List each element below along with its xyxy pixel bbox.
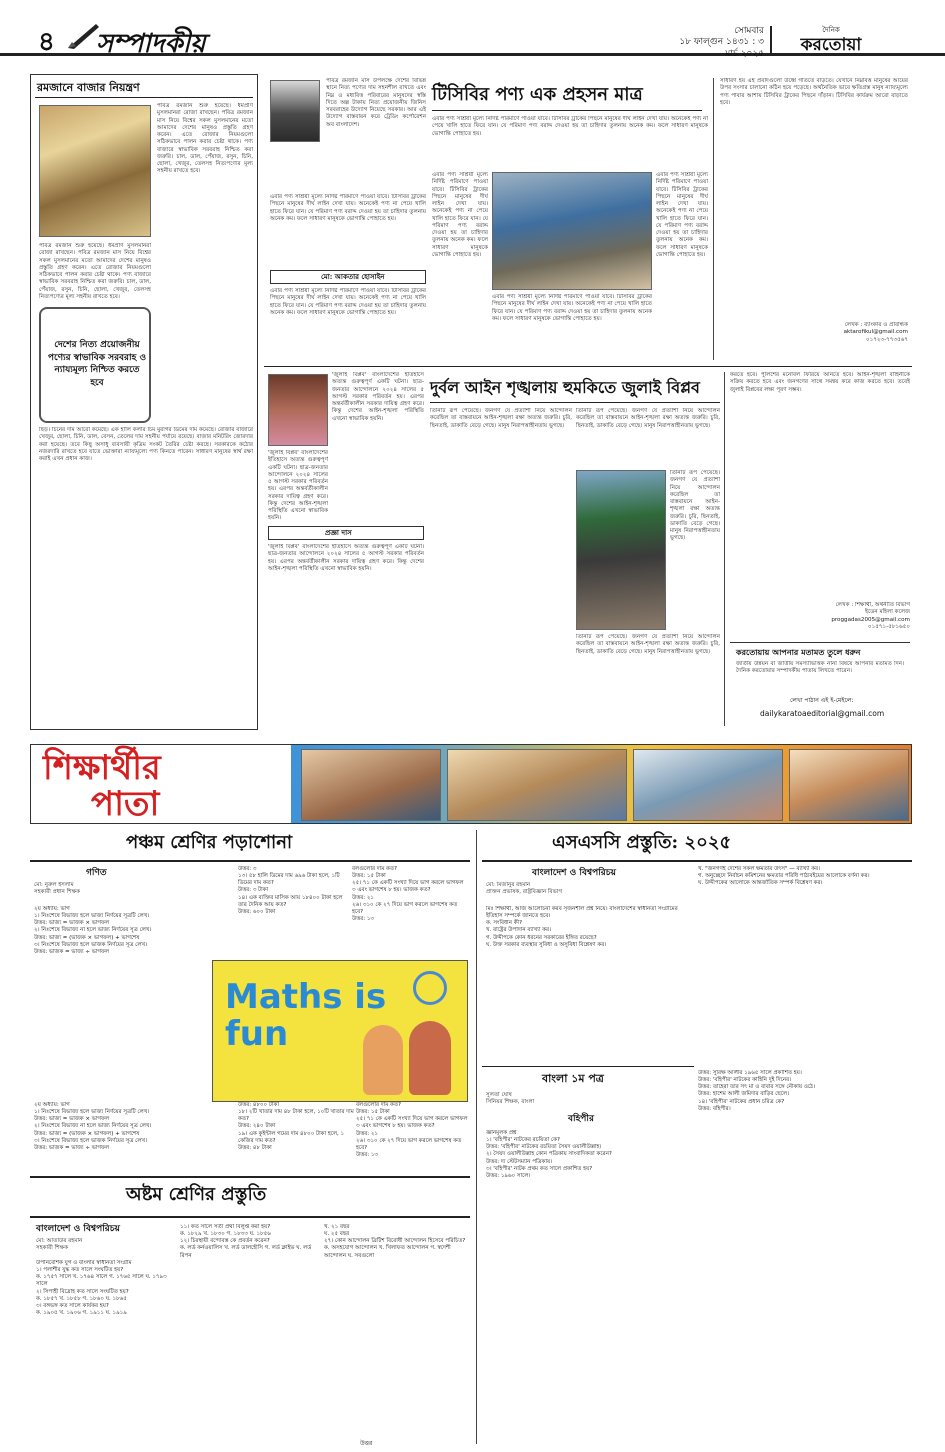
- author-photo-prognga: [268, 374, 328, 446]
- article2-col1: 'জুলাই বিপ্লব' বাংলাদেশের ইতিহাসে অত্যন্ত গুরুত্বপূর্ণ একটি ঘটনা। ছাত্র-জনতার আন্দোলনে ২০২৪ সালের ৫ আগস্ট সরকার পরিবর্তন হয়। এরপর অন্তর্বর্তীকালীন সরকার দায়িত্ব গ্রহণ করে। কিন্তু দেশের আইন-শৃঙ্খলা পরিস্থিতি এখনো স্বাভাবিক হয়নি।: [268, 544, 424, 572]
- notice-label: লেখা পাঠান এই ই-মেইলে:: [790, 697, 854, 704]
- article1-body-top: এবার পণ্য সাশ্রয়ী মূল্যে নির্দিষ্ট পরিমাণে পাওয়া যাবে। টিসিবির ট্রাকের পিছনে মানুষের দীর্ঘ লাইন দেখা যায়। অনেকেই পণ্য না পেয়ে খালি হাতে ফিরে যান। যে পরিমাণ পণ্য বরাদ্দ দেওয়া হয় তা চাহিদার তুলনায় অনেক কম। ফলে সাধারণ মানুষকে ভোগান্তি পোহাতে হয়।: [432, 116, 708, 137]
- bottom-divider: [476, 830, 477, 1444]
- class5-questions-bottom: উত্তর: ৪৮০০ টাকা ১৮। ২টি খাতার দাম ৪৮ টাকা হলে, ১০টি খাতার দাম কত? উত্তর: ২৪০ টাকা ১৯। এক কুইন্টাল গমের দাম ৪৮০০ টাকা হলে, ১ কেজির দাম কত? উত্তর: ৪৮ টাকা: [238, 1102, 354, 1151]
- ssc-heading: এসএসসি প্রস্তুতি: ২০২৫: [552, 832, 732, 853]
- ssc-rule: [482, 860, 912, 862]
- article2-author-box: [268, 526, 424, 540]
- editorial-box: [30, 74, 258, 730]
- notice-title: করতোয়ায় আপনার মতামত তুলে ধরুন: [736, 647, 861, 657]
- class8-section: [30, 1176, 470, 1444]
- editorial-body-bottom: ছিড়। চিনের দাম আরো কমেছে। এক হালি কলার চিম মুরগির ডিমের দাম কমেছে। রোজার বাজারে খেজুর, ছোলা, চিনি, ডাল, বেসন, তেলের দাম সহনীয় পর্যায়ে রয়েছে। বাজার মনিটরিং জোরদার করা হয়েছে। তবে কিছু অসাধু ব্যবসায়ী কৃত্রিম সংকট তৈরির চেষ্টা করছে। সরকারকে কঠোর নজরদারি রাখতে হবে যাতে ভোক্তারা ন্যায্যমূল্যে পণ্য কিনতে পারেন। সাধারণ মানুষের স্বার্থ রক্ষা করাই এখন প্রধান কাজ।: [39, 427, 253, 463]
- footer-note: উত্তর: [360, 1440, 373, 1447]
- article1-divider: [713, 78, 714, 360]
- article2-divider: [724, 372, 725, 726]
- article2-headline: দুর্বল আইন শৃঙ্খলায় হুমকিতে জুলাই বিপ্লব: [430, 378, 700, 397]
- editorial-pullquote: দেশের নিত্য প্রয়োজনীয় পণ্যের স্বাভাবিক সরবরাহ ও ন্যায্যমূল্য নিশ্চিত করতে হবে: [47, 340, 147, 388]
- class8-questions-col2: ১১। কত সালে সতী প্রথা বিলুপ্ত করা হয়? ক. ১৮২৯ খ. ১৮৩০ গ. ১৮৩৩ ঘ. ১৮৫৬ ১২। চিরস্থায়ী বন্দোবস্ত কে প্রবর্তন করেন? ক. লর্ড কর্নওয়ালিস খ. লর্ড ডালহৌসি গ. লর্ড ক্লাইভ ঘ. লর্ড রিপন: [180, 1224, 312, 1259]
- class8-rule-top: [30, 1176, 470, 1178]
- author-photo-akter: [270, 80, 320, 142]
- kid-boy-icon: [363, 1025, 403, 1095]
- students-photo-3: [633, 749, 783, 821]
- article2-rule: [430, 402, 720, 403]
- class5-questions-left: ২য় অধ্যায়: ভাগ ১। নিঃশেষে বিভাজ্য হলে ভাজ্য নির্ণয়ের সূত্রটি লেখ। উত্তর: ভাজ্য = ভাজক × ভাগফল ২। নিঃশেষে বিভাজ্য না হলে ভাজ্য নির্ণয়ের সূত্র লেখ। উত্তর: ভাজ্য = (ভাজক × ভাগফল) + ভাগশেষ ৩। নিঃশেষে বিভাজ্য হলে ভাজক নির্ণয়ের সূত্র লেখ। উত্তর: ভাজক = ভাজ্য ÷ ভাগফল: [34, 906, 152, 954]
- maths-fun-text: Maths is fun: [225, 977, 387, 1055]
- article1-author: মো: আকতার হোসাইন: [321, 272, 385, 281]
- banner-title-line1: শিক্ষার্থীর: [43, 748, 161, 788]
- notice-box: [730, 642, 910, 726]
- editorial-title: রমজানে বাজার নিয়ন্ত্রণ: [37, 81, 140, 94]
- article-tcb: [264, 74, 912, 364]
- class5-teacher: মো: নুরুল ইসলাম সহকারী প্রধান শিক্ষক: [34, 882, 81, 896]
- class8-rule: [30, 1216, 470, 1218]
- article2-col2: তিনিটি রূপ পেয়েছে। জনগণ যে প্রত্যাশা নিয়ে আন্দোলন করেছিল তা বাস্তবায়নে আইন-শৃঙ্খলা রক্ষা অত্যন্ত জরুরি। চুরি, ছিনতাই, ডাকাতি বেড়ে গেছে। মানুষ নিরাপত্তাহীনতায় ভুগছে।: [430, 408, 572, 429]
- article1-signature: লেখক : ব্যাংকার ও প্রাবন্ধিক aktarofikul@gmail.com ০১৭২৩-৭৭৩৫৬৭: [843, 322, 908, 343]
- kid-girl-icon: [409, 1021, 451, 1095]
- protractor-icon: [413, 971, 447, 1005]
- market-photo: [39, 105, 151, 237]
- notice-body: জাতীয় উন্নয়ন বা জাতীয় সমস্যাভিত্তিক নানা বিষয়ে আপনার মতামত দিন। দৈনিক করতোয়ার সম্পাদকীয় পাতায় লিখতে পারেন।: [736, 661, 904, 675]
- class8-questions-col3: খ. ২১ বছর ঘ. ২৫ বছর ২৭। কোন আন্দোলন ব্রিটিশ বিরোধী আন্দোলন হিসেবে পরিচিত? ক. অসহযোগ আন্দোলন খ. খিলাফত আন্দোলন গ. স্বদেশী আন্দোলন ঘ. সবগুলো: [324, 1224, 466, 1259]
- article1-author-box: [270, 270, 426, 284]
- article2-col3-bottom: তিনিটি রূপ পেয়েছে। জনগণ যে প্রত্যাশা নিয়ে আন্দোলন করেছিল তা বাস্তবায়নে আইন-শৃঙ্খলা রক্ষা অত্যন্ত জরুরি। চুরি, ছিনতাই, ডাকাতি বেড়ে গেছে। মানুষ নিরাপত্তাহীনতায় ভুগছে।: [576, 634, 720, 655]
- brand-label: দৈনিক: [822, 26, 840, 34]
- maths-is-fun-illustration: [212, 960, 468, 1102]
- class8-questions-col1: উপনিবেশিক যুগ ও বাংলার স্বাধীনতা সংগ্রাম ১। পলাশীর যুদ্ধ কত সালে সংঘটিত হয়? ক. ১৭৫৭ সালে খ. ১৭৬৪ সালে গ. ১৭৬৫ সালে ঘ. ১৭৯৩ সালে ২। সিপাহী বিদ্রোহ কত সালে সংঘটিত হয়? ক. ১৮৫৭ খ. ১৮৫৮ গ. ১৮৬০ ঘ. ১৮৬৫ ৩। বঙ্গভঙ্গ কত সালে কার্যকর হয়? ক. ১৯০৫ খ. ১৯০৬ গ. ১৯১১ ঘ. ১৯১৯: [36, 1260, 167, 1316]
- class5-questions-left-lower: ২য় অধ্যায়: ভাগ ১। নিঃশেষে বিভাজ্য হলে ভাজ্য নির্ণয়ের সূত্রটি লেখ। উত্তর: ভাজ্য = ভাজক × ভাগফল ২। নিঃশেষে বিভাজ্য না হলে ভাজ্য নির্ণয়ের সূত্র লেখ। উত্তর: ভাজ্য = (ভাজক × ভাগফল) + ভাগশেষ ৩। নিঃশেষে বিভাজ্য হলে ভাজক নির্ণয়ের সূত্র লেখ। উত্তর: ভাজক = ভাজ্য ÷ ভাগফল: [34, 1102, 152, 1151]
- article1-headline: টিসিবির পণ্য এক প্রহসন মাত্র: [432, 84, 643, 105]
- ssc-section: [482, 830, 912, 1444]
- banner-title-line2: পাতা: [91, 784, 160, 824]
- article2-author: প্রজ্ঞা দাস: [325, 528, 352, 537]
- article1-intro: পবিত্র রমজান মাস উপলক্ষে দেশের বিভিন্ন স্থানে নিত্য পণ্যের দাম সহনশীল রাখতে এবং নিম্ন ও মধ্যবিত্ত পরিবারের মানুষদের স্বস্তি দিতে অল্প টাকায় নিত্য প্রয়োজনীয় জিনিস সরবরাহের উদ্যোগ নিয়েছে সরকার। আর এই উদ্যোগ বাস্তবায়ন করে ট্রেডিং কর্পোরেশন অব বাংলাদেশ।: [326, 78, 426, 128]
- student-page-banner: [30, 744, 912, 824]
- article1-col1: এবার পণ্য সাশ্রয়ী মূল্যে নির্দিষ্ট পরিমাণে পাওয়া যাবে। টিসিবির ট্রাকের পিছনে মানুষের দীর্ঘ লাইন দেখা যায়। অনেকেই পণ্য না পেয়ে খালি হাতে ফিরে যান। যে পরিমাণ পণ্য বরাদ্দ দেওয়া হয় তা চাহিদার তুলনায় অনেক কম। ফলে সাধারণ মানুষকে ভোগান্তি পোহাতে হয়।: [270, 194, 426, 222]
- class5-questions-right: বলগুলোর দাম কত? উত্তর: ১৫ টাকা ২৫। ৭১ কে একটি সংখ্যা দিয়ে ভাগ করলে ভাগফল ৩ এবং ভাগশেষ ৮ হয়। ভাজক কত? উত্তর: ২১ ২৬। ৩১০ কে ২৭ দিয়ে ভাগ করলে ভাগশেষ কত হবে? উত্তর: ১৩: [352, 866, 464, 922]
- article1-col4: সাধারণ হয় এই প্রবাদগুলো উর্ধ্বে গতিতে বাড়তে। যেখানে নিম্নবিত্ত মানুষের আয়ের উপর সংসার চালানো কঠিন হয়ে পড়েছে। অর্থনৈতিক ভাবে ক্ষতিগ্রস্ত মানুষ ন্যায্যমূল্যে পণ্য পাবার আশায় টিসিবির ট্রাকের পিছনে দাঁড়ান। টিসিবির কার্যক্রম আরো বাড়াতে হবে।: [720, 78, 908, 106]
- article2-signature: লেখক : শিক্ষার্থী, অর্থনীতি বিভাগ ইডেন মহিলা কলেজ proggadas2005@gmail.com ০১৫৭১-৫৮১৬৫০: [831, 602, 910, 630]
- ssc-teacher: মো: মিজানুর রহমান প্রাক্তন প্রভাষক, রাষ্ট্রবিজ্ঞান বিভাগ: [486, 882, 563, 896]
- article2-col4: করতে হবে। পুলিশের মনোবল ফিরিয়ে আনতে হবে। আইন-শৃঙ্খলা বাহিনীকে সক্রিয় করতে হবে এবং জনগণের সাথে সমন্বয় করে কাজ করতে হবে। তবেই জুলাই বিপ্লবের লক্ষ্য পূরণ সম্ভব।: [730, 372, 910, 393]
- pen-nib-icon: [66, 22, 100, 50]
- class5-rule: [30, 860, 470, 862]
- notice-email[interactable]: dailykaratoaeditorial@gmail.com: [760, 709, 885, 718]
- article2-intro: 'জুলাই বিপ্লব' বাংলাদেশের ইতিহাসে অত্যন্ত গুরুত্বপূর্ণ একটি ঘটনা। ছাত্র-জনতার আন্দোলনে ২০২৪ সালের ৫ আগস্ট সরকার পরিবর্তন হয়। এরপর অন্তর্বর্তীকালীন সরকার দায়িত্ব গ্রহণ করে। কিন্তু দেশের আইন-শৃঙ্খলা পরিস্থিতি এখনো স্বাভাবিক হয়নি।: [332, 372, 424, 422]
- page-header: [0, 0, 945, 59]
- tcb-truck-photo: [492, 172, 652, 290]
- banner-title-bg: [31, 745, 291, 824]
- ssc-text-right: খ. "জনগণই দেশের সকল ক্ষমতার উৎস" — ব্যাখ্যা কর। গ. অনুচ্ছেদে নির্বাচন কমিশনের ক্ষমতার পরিধি পাঠ্যবইয়ের আলোকে বর্ণনা কর। ঘ. উদ্দীপকের আলোকে আন্তর্জাতিক সম্পর্ক বিশ্লেষণ কর।: [698, 866, 870, 887]
- ssc-text-left: মিঃ শিক্ষার্থী, আজ আলোচনা করব সৃজনশীল প্রশ্ন নিয়ে। বাংলাদেশের স্বাধীনতা সংগ্রামের ইতিহাস সম্পর্কে জানতে হবে। ক. সংবিধান কী? খ. রাষ্ট্রের উপাদান ব্যাখ্যা কর। গ. উদ্দীপকে কোন ধরনের সরকারের ইঙ্গিত রয়েছে? ঘ. উক্ত সরকার ব্যবস্থার সুবিধা ও অসুবিধা বিশ্লেষণ কর।: [486, 906, 678, 948]
- students-photo-2: [447, 749, 627, 821]
- ssc-subject: বাংলাদেশ ও বিশ্বপরিচয়: [532, 868, 616, 878]
- bangla-teacher: সুলতা ঘোষ সিনিয়র শিক্ষক, বাংলা: [486, 1092, 535, 1106]
- class5-heading: পঞ্চম শ্রেণির পড়াশোনা: [126, 832, 293, 853]
- issue-date: সোমবার ১৮ ফাল্গুন ১৪৩১ : ৩ মার্চ ২০২৫: [679, 26, 764, 59]
- section-title: সম্পাদকীয়: [96, 29, 206, 59]
- protest-photo: [576, 470, 666, 630]
- bangla-text-right: উত্তর: সুরিক্ষ আলীর ১৯৬৫ সালে প্রকাশিত হয়। উত্তর: 'বহিপীর' নাটকের কাহিনি দুই দিনের। উত্তর: তাহেরা তার সৎ মা ও বাবার সঙ্গে নৌকায় ওঠে। উত্তর: হাশেম আলী জমিদার বাড়ির ছেলে। ১৪। 'বহিপীর' নাটকের প্রধান চরিত্র কে? উত্তর: বহিপীর।: [698, 1070, 816, 1112]
- class8-heading: অষ্টম শ্রেণির প্রস্তুতি: [126, 1184, 267, 1205]
- article1-rule: [432, 110, 702, 111]
- class5-subject: গণিত: [86, 868, 107, 878]
- bangla-heading: বাংলা ১ম পত্র: [542, 1072, 604, 1085]
- class8-subject: বাংলাদেশ ও বিশ্বপরিচয়: [36, 1224, 120, 1234]
- students-photo-4: [789, 749, 909, 821]
- ssc-bangla-rule: [482, 1066, 694, 1067]
- bangla-subheading: বহিপীর: [568, 1114, 594, 1124]
- page-number: ৪: [38, 27, 55, 57]
- editorial-side-text: পবিত্র রমজান শুরু হয়েছে। ধর্মপ্রাণ মুসলমানরা রোজা রাখছেন। পবিত্র রমজান মাস নিয়ে বিশ্বের সকল মুসলমানের মতো আমাদের দেশের মানুষও প্রস্তুতি গ্রহণ করেন। এতে রোজার নিয়মগুলো সঠিকভাবে পালন করার চেষ্টা থাকে। পণ্য বাজারে স্বাভাবিক সরবরাহ নিশ্চিত করা জরুরি। চাল, ডাল, পেঁয়াজ, রসুন, চিনি, ছোলা, খেজুর, তেলসহ নিত্যপণ্যের মূল্য সহনীয় রাখতে হবে।: [39, 243, 151, 300]
- editorial-body-top: পবিত্র রমজান শুরু হয়েছে। ধর্মপ্রাণ মুসলমানরা রোজা রাখছেন। পবিত্র রমজান মাস নিয়ে বিশ্বের সকল মুসলমানের মতো আমাদের দেশের মানুষও প্রস্তুতি গ্রহণ করেন। এতে রোজার নিয়মগুলো সঠিকভাবে পালন করার চেষ্টা থাকে। পণ্য বাজারে স্বাভাবিক সরবরাহ নিশ্চিত করা জরুরি। চাল, ডাল, পেঁয়াজ, রসুন, চিনি, ছোলা, খেজুর, তেলসহ নিত্যপণ্যের মূল্য সহনীয় রাখতে হবে।: [157, 103, 253, 175]
- editorial-rule: [35, 97, 253, 98]
- class5-questions-bottom-right: বলগুলোর দাম কত? উত্তর: ১৫ টাকা ২৫। ৭১ কে একটি সংখ্যা দিয়ে ভাগ করলে ভাগফল ৩ এবং ভাগশেষ ৮ হয়। ভাজক কত? উত্তর: ২১ ২৬। ৩১০ কে ২৭ দিয়ে ভাগ করলে ভাগশেষ কত হবে? উত্তর: ১৩: [356, 1102, 468, 1158]
- article-july: [264, 370, 912, 730]
- article1-col2: এবার পণ্য সাশ্রয়ী মূল্যে নির্দিষ্ট পরিমাণে পাওয়া যাবে। টিসিবির ট্রাকের পিছনে মানুষের দীর্ঘ লাইন দেখা যায়। অনেকেই পণ্য না পেয়ে খালি হাতে ফিরে যান। যে পরিমাণ পণ্য বরাদ্দ দেওয়া হয় তা চাহিদার তুলনায় অনেক কম। ফলে সাধারণ মানুষকে ভোগান্তি পোহাতে হয়।: [432, 172, 488, 258]
- article1-col3: এবার পণ্য সাশ্রয়ী মূল্যে নির্দিষ্ট পরিমাণে পাওয়া যাবে। টিসিবির ট্রাকের পিছনে মানুষের দীর্ঘ লাইন দেখা যায়। অনেকেই পণ্য না পেয়ে খালি হাতে ফিরে যান। যে পরিমাণ পণ্য বরাদ্দ দেওয়া হয় তা চাহিদার তুলনায় অনেক কম। ফলে সাধারণ মানুষকে ভোগান্তি পোহাতে হয়।: [656, 172, 708, 258]
- brand-logo: করতোয়া: [800, 34, 862, 55]
- class8-teacher: মো: আতাউর রহমান সহকারী শিক্ষক: [36, 1238, 83, 1252]
- editorial-pullquote-box: [39, 307, 151, 423]
- class5-questions-mid: উত্তর: ৩ ১৩। ৫৮ হালি ডিমের দাম ৬৯৬ টাকা হলে, ১টি ডিমের দাম কত? উত্তর: ৩ টাকা ১৪। এক ব্যক্তির মাসিক আয় ১৮৪০০ টাকা হলে তার দৈনিক আয় কত? উত্তর: ৬০০ টাকা: [238, 866, 343, 915]
- article2-col3: তিনিটি রূপ পেয়েছে। জনগণ যে প্রত্যাশা নিয়ে আন্দোলন করেছিল তা বাস্তবায়নে আইন-শৃঙ্খলা রক্ষা অত্যন্ত জরুরি। চুরি, ছিনতাই, ডাকাতি বেড়ে গেছে। মানুষ নিরাপত্তাহীনতায় ভুগছে।: [670, 470, 720, 542]
- brand-block: [770, 26, 890, 54]
- article1-col2-bottom: এবার পণ্য সাশ্রয়ী মূল্যে নির্দিষ্ট পরিমাণে পাওয়া যাবে। টিসিবির ট্রাকের পিছনে মানুষের দীর্ঘ লাইন দেখা যায়। অনেকেই পণ্য না পেয়ে খালি হাতে ফিরে যান। যে পরিমাণ পণ্য বরাদ্দ দেওয়া হয় তা চাহিদার তুলনায় অনেক কম। ফলে সাধারণ মানুষকে ভোগান্তি পোহাতে হয়।: [492, 294, 652, 322]
- bangla-text-left: জ্ঞানমূলক প্রশ্ন ১। 'বহিপীর' নাটকের রচয়িতা কে? উত্তর: 'বহিপীর' নাটকের রচয়িতা সৈয়দ ওয়ালীউল্লাহ। ২। সৈয়দ ওয়ালীউল্লাহ কোন পত্রিকায় সাংবাদিকতা করেন? উত্তর: দ্য স্টেটসম্যান পত্রিকায়। ৩। 'বহিপীর' নাটক প্রথম কত সালে প্রকাশিত হয়? উত্তর: ১৯৬০ সালে।: [486, 1130, 612, 1179]
- mid-rule: [264, 366, 912, 367]
- article2-col3-top: তিনিটি রূপ পেয়েছে। জনগণ যে প্রত্যাশা নিয়ে আন্দোলন করেছিল তা বাস্তবায়নে আইন-শৃঙ্খলা রক্ষা অত্যন্ত জরুরি। চুরি, ছিনতাই, ডাকাতি বেড়ে গেছে। মানুষ নিরাপত্তাহীনতায় ভুগছে।: [576, 408, 720, 429]
- students-photo-1: [301, 749, 441, 821]
- article1-col1-bottom: এবার পণ্য সাশ্রয়ী মূল্যে নির্দিষ্ট পরিমাণে পাওয়া যাবে। টিসিবির ট্রাকের পিছনে মানুষের দীর্ঘ লাইন দেখা যায়। অনেকেই পণ্য না পেয়ে খালি হাতে ফিরে যান। যে পরিমাণ পণ্য বরাদ্দ দেওয়া হয় তা চাহিদার তুলনায় অনেক কম। ফলে সাধারণ মানুষকে ভোগান্তি পোহাতে হয়।: [270, 288, 426, 316]
- article2-lead: 'জুলাই বিপ্লব' বাংলাদেশের ইতিহাসে অত্যন্ত গুরুত্বপূর্ণ একটি ঘটনা। ছাত্র-জনতার আন্দোলনে ২০২৪ সালের ৫ আগস্ট সরকার পরিবর্তন হয়। এরপর অন্তর্বর্তীকালীন সরকার দায়িত্ব গ্রহণ করে। কিন্তু দেশের আইন-শৃঙ্খলা পরিস্থিতি এখনো স্বাভাবিক হয়নি।: [268, 450, 328, 522]
